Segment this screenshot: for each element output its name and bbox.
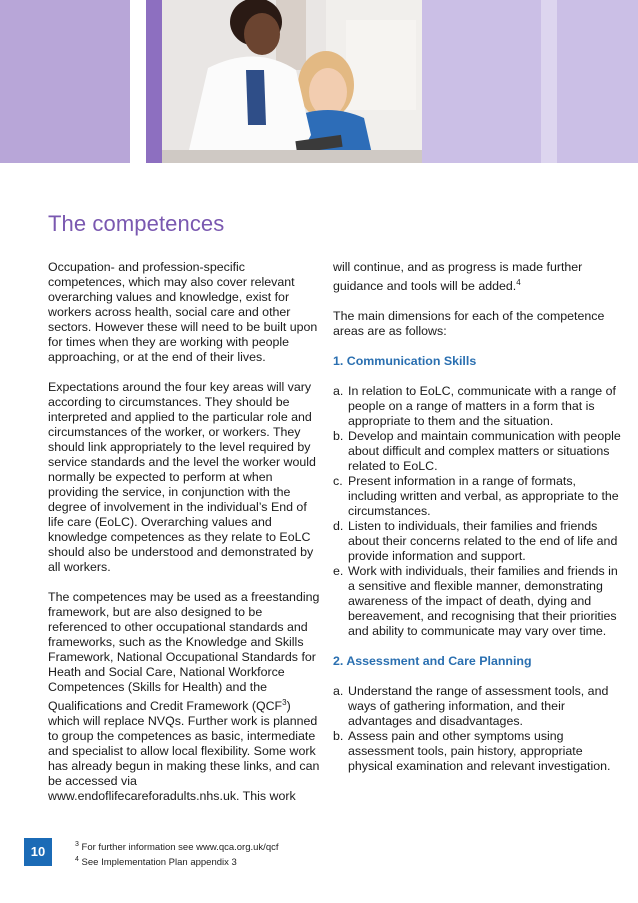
list-item-text: Understand the range of assessment tools, and ways of gathering information, and their advantages and disadvantages. <box>348 684 609 729</box>
list-item <box>333 684 623 729</box>
header-photo-image <box>146 0 422 163</box>
list-item <box>333 519 623 564</box>
list-item <box>333 564 623 639</box>
list-item-text: Present information in a range of formats, including written and verbal, as appropriate to the circumstances. <box>348 474 619 519</box>
footnote-text: See Implementation Plan appendix 3 <box>81 857 237 869</box>
section-heading-communication: 1. Communication Skills <box>333 354 477 369</box>
footnote-number: 3 <box>75 841 79 848</box>
assessment-list <box>333 684 623 774</box>
list-item <box>333 474 623 519</box>
list-marker: d. <box>333 519 344 534</box>
paragraph-text: will continue, and as progress is made further guidance and tools will be added. <box>333 260 583 294</box>
page-number-badge: 10 <box>24 838 52 866</box>
paragraph <box>333 260 623 294</box>
footnote-ref: 3 <box>282 698 287 707</box>
section-heading-assessment: 2. Assessment and Care Planning <box>333 654 532 669</box>
paragraph-text: The competences may be used as a freestanding framework, but are also designed to be referenced to other occupational standards and frameworks, such as the Knowledge and Skills Framework, National Occupational Standards for Heath and Social Care, National Workforce Competences (Skills for Health) and the Qualifications and Credit Framework (QCF <box>48 590 320 714</box>
paragraph <box>48 590 322 804</box>
footnote-text: For further information see www.qca.org.uk/qcf <box>81 842 279 854</box>
header-color-block-left <box>0 0 130 163</box>
list-marker: e. <box>333 564 344 579</box>
paragraph-text: ) which will replace NVQs. Further work is planned to group the competences as basic, intermediate and specialist to allow local flexibility. Some work has already begun in making these links, and can be accessed via www.endoflifecareforadults.nhs.uk. This work <box>48 699 320 804</box>
right-column <box>333 260 623 789</box>
paragraph: The main dimensions for each of the competence areas are as follows: <box>333 309 605 339</box>
list-marker: a. <box>333 684 344 699</box>
left-column <box>48 260 322 819</box>
header-color-block-right <box>422 0 638 163</box>
header-photo-border <box>146 0 162 163</box>
list-item <box>333 729 623 774</box>
list-item-text: Work with individuals, their families and friends in a sensitive and flexible manner, demonstrating awareness of the impact of death, dying and bereavement, and recognising that their priorities and ability to communicate may vary over time. <box>348 564 618 639</box>
list-marker: b. <box>333 429 344 444</box>
paragraph: Expectations around the four key areas will vary according to circumstances. They should be interpreted and applied to the particular role and circumstances of the worker, or workers. They should link appropriately to the level required by service standards and the level the worker would normally be expected to perform at when providing the service, in conjunction with the degree of involvement in the individual’s End of life care (EoLC). Overarching values and knowledge competences as they relate to EoLC should also be understood and demonstrated by all workers. <box>48 380 316 574</box>
footnote-4 <box>75 856 237 868</box>
footnote-ref: 4 <box>516 278 521 287</box>
list-marker: a. <box>333 384 344 399</box>
list-item <box>333 384 623 429</box>
header-photo <box>146 0 422 163</box>
list-item-text: Listen to individuals, their families and friends about their concerns related to the end of life and provide information and support. <box>348 519 618 564</box>
list-item-text: Develop and maintain communication with people about difficult and complex matters or situations related to EoLC. <box>348 429 621 474</box>
list-marker: b. <box>333 729 344 744</box>
footnote-3 <box>75 841 279 853</box>
list-item-text: Assess pain and other symptoms using assessment tools, pain history, appropriate physical examination and relevant investigation. <box>348 729 611 774</box>
list-marker: c. <box>333 474 343 489</box>
header-stripe <box>541 0 557 163</box>
paragraph: Occupation- and profession-specific competences, which may also cover relevant overarching values and knowledge, exist for workers across health, social care and other sectors. However these will need to be built upon for times when they are working with people approaching, or at the end of their lives. <box>48 260 318 364</box>
communication-list <box>333 384 623 639</box>
footnote-number: 4 <box>75 856 79 863</box>
list-item-text: In relation to EoLC, communicate with a range of people on a range of matters in a form that is appropriate to them and the situation. <box>348 384 616 429</box>
page-title: The competences <box>48 211 225 236</box>
list-item <box>333 429 623 474</box>
